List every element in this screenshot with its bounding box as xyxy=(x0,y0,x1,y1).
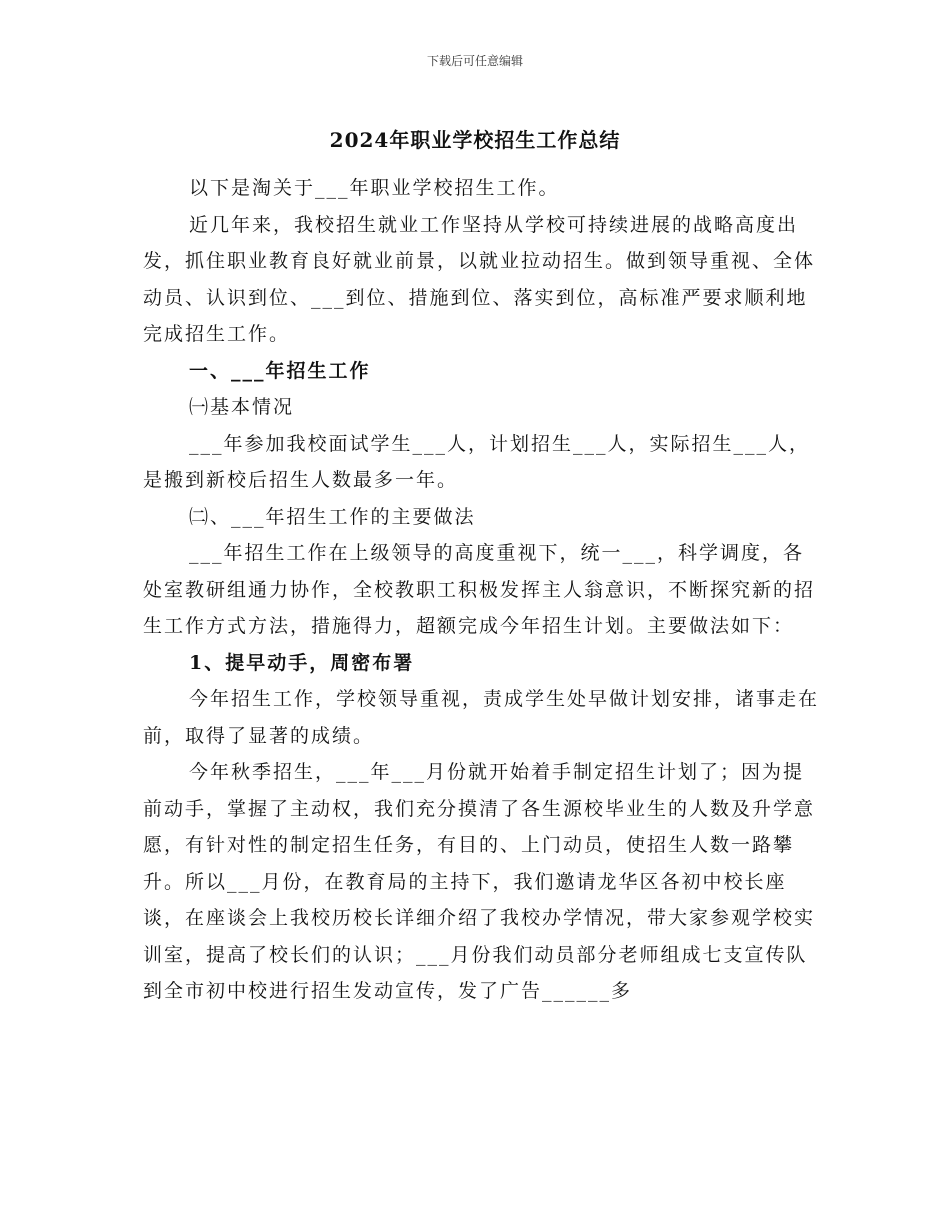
section-heading-1: 一、___年招生工作 xyxy=(189,359,371,382)
page-header: 下载后可任意编辑 xyxy=(426,54,523,68)
methods-paragraph: ___年招生工作在上级领导的高度重视下，统一___，科学调度，各处室教研组通力协作，全校教职工积极发挥主人翁意识，不断探究新的招生工作方式方法，措施得力，超额完成今年招生计划。主要做法如下： xyxy=(143,542,816,637)
intro-paragraph: 以下是淘关于___年职业学校招生工作。 xyxy=(189,177,560,199)
document-body xyxy=(143,170,823,1010)
document-title: 2024年职业学校招生工作总结 xyxy=(329,128,621,152)
subsection-heading-methods: ㈡、___年招生工作的主要做法 xyxy=(189,505,476,528)
basic-info-paragraph: ___年参加我校面试学生___人，计划招生___人，实际招生___人，是搬到新校后招生人数最多一年。 xyxy=(143,432,811,491)
overview-paragraph: 近几年来，我校招生就业工作坚持从学校可持续进展的战略高度出发，抓住职业教育良好就业前景，以就业拉动招生。做到领导重视、全体动员、认识到位、___到位、措施到位、落实到位，高标准严要求顺利地完成招生工作。 xyxy=(143,213,816,345)
autumn-enrollment-paragraph: 今年秋季招生，___年___月份就开始着手制定招生计划了；因为提前动手，掌握了主动权，我们充分摸清了各生源校毕业生的人数及升学意愿，有针对性的制定招生任务，有目的、上门动员，使招生人数一路攀升。所以___月份，在教育局的主持下，我们邀请龙华区各初中校长座谈，在座谈会上我校历校长详细介绍了我校办学情况，带大家参观学校实训室，提高了校长们的认识；___月份我们动员部分老师组成七支宣传队到全市初中校进行招生发动宣传，发了广告______多 xyxy=(143,761,816,1002)
early-start-paragraph: 今年招生工作，学校领导重视，责成学生处早做计划安排，诸事走在前，取得了显著的成绩。 xyxy=(143,688,820,747)
subsection-heading-basic: ㈠基本情况 xyxy=(189,396,295,418)
point-heading-1: 1、提早动手，周密布署 xyxy=(189,651,415,674)
